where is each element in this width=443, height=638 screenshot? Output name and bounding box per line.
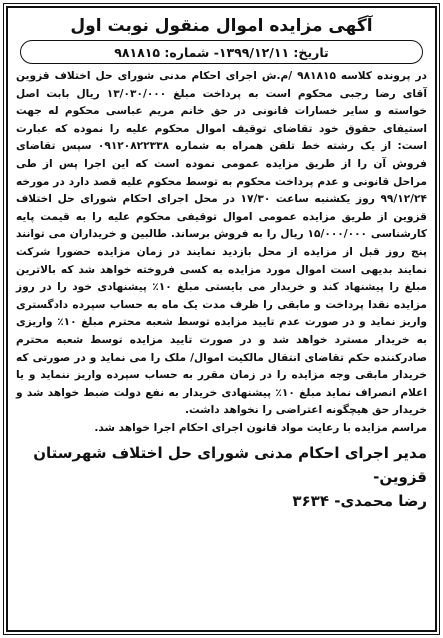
notice-closing: مراسم مزایده با رعایت مواد قانون اجرای احکام اجرا خواهد شد. (94, 421, 427, 434)
date-number-bar (20, 40, 423, 64)
date-number-text: تاریخ: ۱۳۹۹/۱۲/۱۱- شماره: ۹۸۱۸۱۵ (114, 44, 329, 60)
notice-frame (6, 6, 437, 632)
signature-title: مدیر اجرای احکام مدنی شورای حل اختلاف شهرستان قزوین- (33, 443, 427, 486)
notice-title: آگهی مزایده اموال منقول نوبت اول (70, 16, 373, 36)
signature-block (16, 441, 427, 513)
notice-body: در پرونده کلاسه ۹۸۱۸۱۵ /م.ش اجرای احکام مدنی شورای حل اختلاف قزوین آقای رضا رجبی محکوم است به پرداخت مبلغ ۱۳/۰۳۰/۰۰۰ ریال بابت اصل خواسته و سایر خسارات قانونی در حق خانم مریم عباسی محکوم له جهت استیفای حقوق خود تقاضای توقیف اموال محکوم علیه را نموده که عبارت است: از یک رشته خط تلفن همراه به شماره ۰۹۱۲۰۸۲۲۳۳۸ سپس تقاضای فروش آن را از طریق مزایده عمومی نموده است که این اجرا پس از طی مراحل قانونی و عدم پرداخت محکوم به توسط محکوم علیه قصد دارد در مورخه ۹۹/۱۲/۲۴ روز یکشنبه ساعت ۱۷/۳۰ در محل اجرای احکام شورای حل اختلاف قزوین از طریق مزایده عمومی اموال توقیفی محکوم علیه را به قیمت پایه کارشناسی ۱۵/۰۰۰/۰۰۰ ریال را به فروش برساند. طالبین و خریداران می توانند پنج روز قبل از مزایده از محل بازدید نمایند در زمان مزایده حضورا شرکت نمایند بدیهی است اموال مورد مزایده به کسی فروخته خواهد شد که بالاترین مبلغ را پیشنهاد کند و خریدار می بایستی مبلغ ۱۰٪ پیشنهادی خود را در روز مزایده نقدا پرداخت و مابقی را ظرف مدت یک ماه به حساب سپرده دادگستری واریز نماید و در صورت عدم تایید مزایده توسط شعبه محترم مبلغ ۱۰٪ واریزی به خریدار مسترد خواهد شد و در صورت تایید مزایده توسط شعبه محترم صادرکننده حکم تقاضای انتقال مالکیت اموال/ ملک را می نماید و در صورتی که خریدار مابقی وجه مزایده را در زمان مقرر به حساب سپرده واریز ننماید و یا اعلام انصراف نماید مبلغ ۱۰٪ پیشنهادی خریدار به نفع دولت ضبط خواهد شد و خریدار حق هیچگونه اعتراضی را نخواهد داشت. (16, 70, 428, 417)
signature-name-code: رضا محمدی- ۳۶۳۴ (292, 491, 427, 510)
